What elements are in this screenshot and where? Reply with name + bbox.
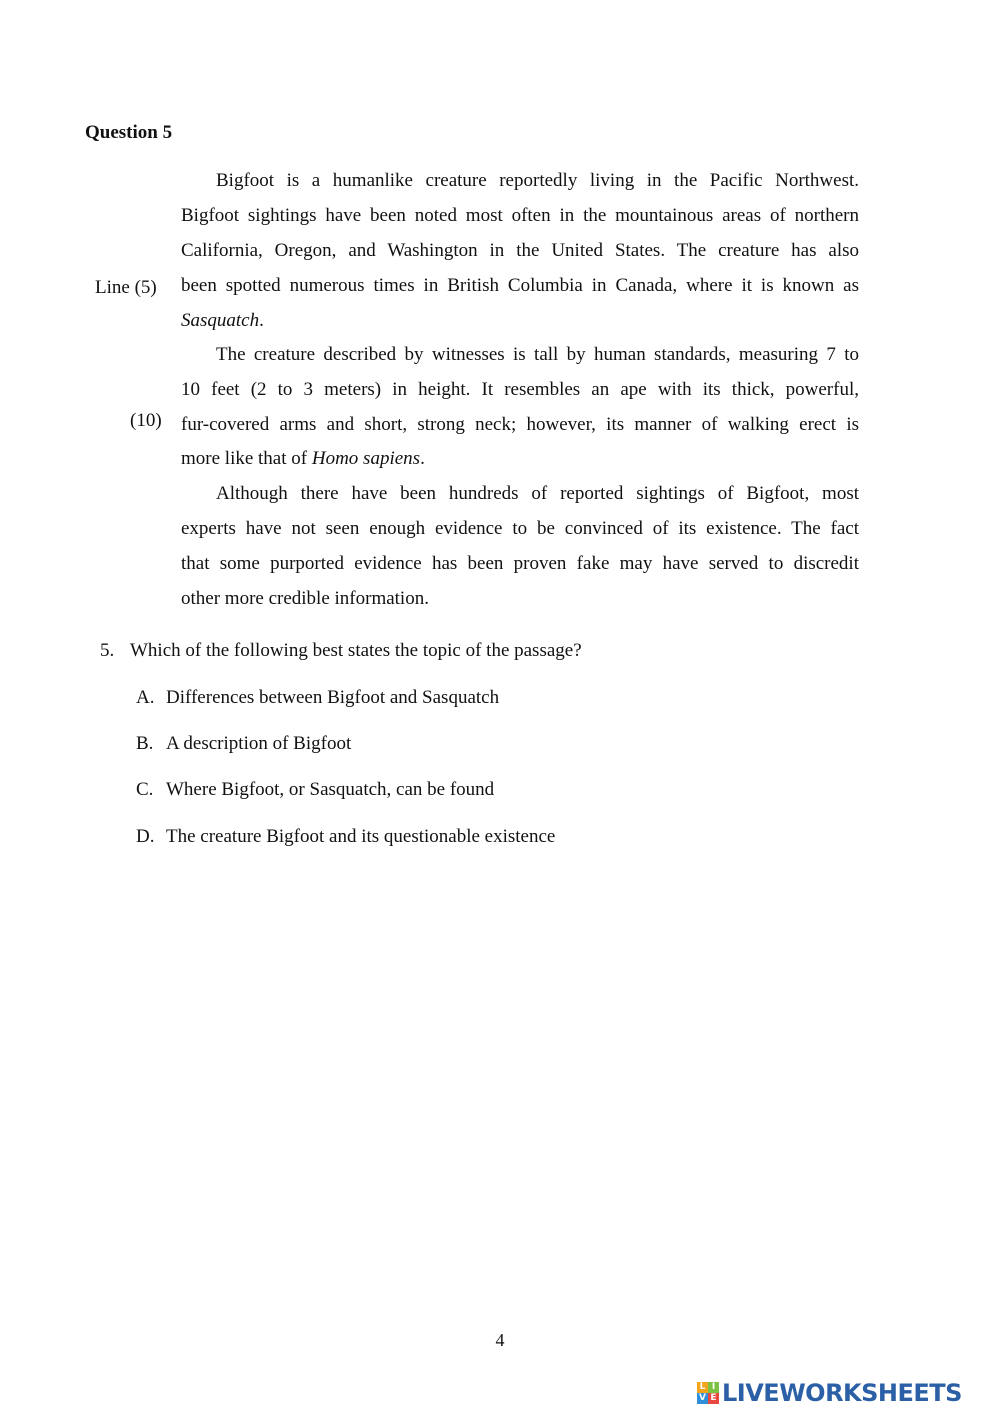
question-heading: Question 5 [85,122,173,143]
italic-term: Sasquatch [181,310,260,331]
passage-line: Bigfoot sightings have been noted most often in the mountainous areas of northern [181,205,859,226]
passage-line: California, Oregon, and Washington in the United States. The creature has also [181,240,859,261]
logo-text: LIVEWORKSHEETS [722,1379,962,1407]
option-text: A description of Bigfoot [166,733,352,754]
option-letter: B. [136,733,154,754]
page-number: 4 [495,1330,505,1350]
passage-line: fur-covered arms and short, strong neck; however, its manner of walking erect is [181,414,859,435]
option-letter: D. [136,826,155,847]
line-marker-10: (10) [130,410,162,431]
logo-mark-cell: V [697,1393,708,1404]
passage-line: The creature described by witnesses is tall by human standards, measuring 7 to [216,344,859,365]
option-letter: C. [136,779,154,800]
passage-line: been spotted numerous times in British Columbia in Canada, where it is known as [181,275,859,296]
logo-mark-cell: L [697,1382,708,1393]
passage-line: 10 feet (2 to 3 meters) in height. It resembles an ape with its thick, powerful, [181,379,859,400]
passage-line: more like that of Homo sapiens. [181,448,425,469]
passage-line: other more credible information. [181,588,429,609]
passage-line: Bigfoot is a humanlike creature reportedly living in the Pacific Northwest. [216,170,859,191]
option-text: Where Bigfoot, or Sasquatch, can be found [166,779,495,800]
option-a[interactable] [136,686,500,710]
liveworksheets-logo [697,1378,962,1408]
option-text: The creature Bigfoot and its questionable existence [166,826,556,847]
question-text: Which of the following best states the topic of the passage? [130,640,582,661]
line-marker-5: Line (5) [95,277,157,298]
option-letter: A. [136,687,155,708]
option-text: Differences between Bigfoot and Sasquatch [166,687,500,708]
option-d[interactable] [136,825,556,849]
passage-line: Although there have been hundreds of reported sightings of Bigfoot, most [216,483,859,504]
logo-mark-icon [697,1382,719,1404]
passage-line: that some purported evidence has been proven fake may have served to discredit [181,553,859,574]
italic-term: Homo sapiens [311,448,421,469]
question-number: 5. [100,640,115,661]
option-c[interactable] [136,778,495,802]
logo-mark-cell: E [708,1393,719,1404]
option-b[interactable] [136,732,352,756]
passage-line: experts have not seen enough evidence to be convinced of its existence. The fact [181,518,859,539]
passage-line: Sasquatch. [181,310,264,331]
logo-mark-cell: I [708,1382,719,1393]
